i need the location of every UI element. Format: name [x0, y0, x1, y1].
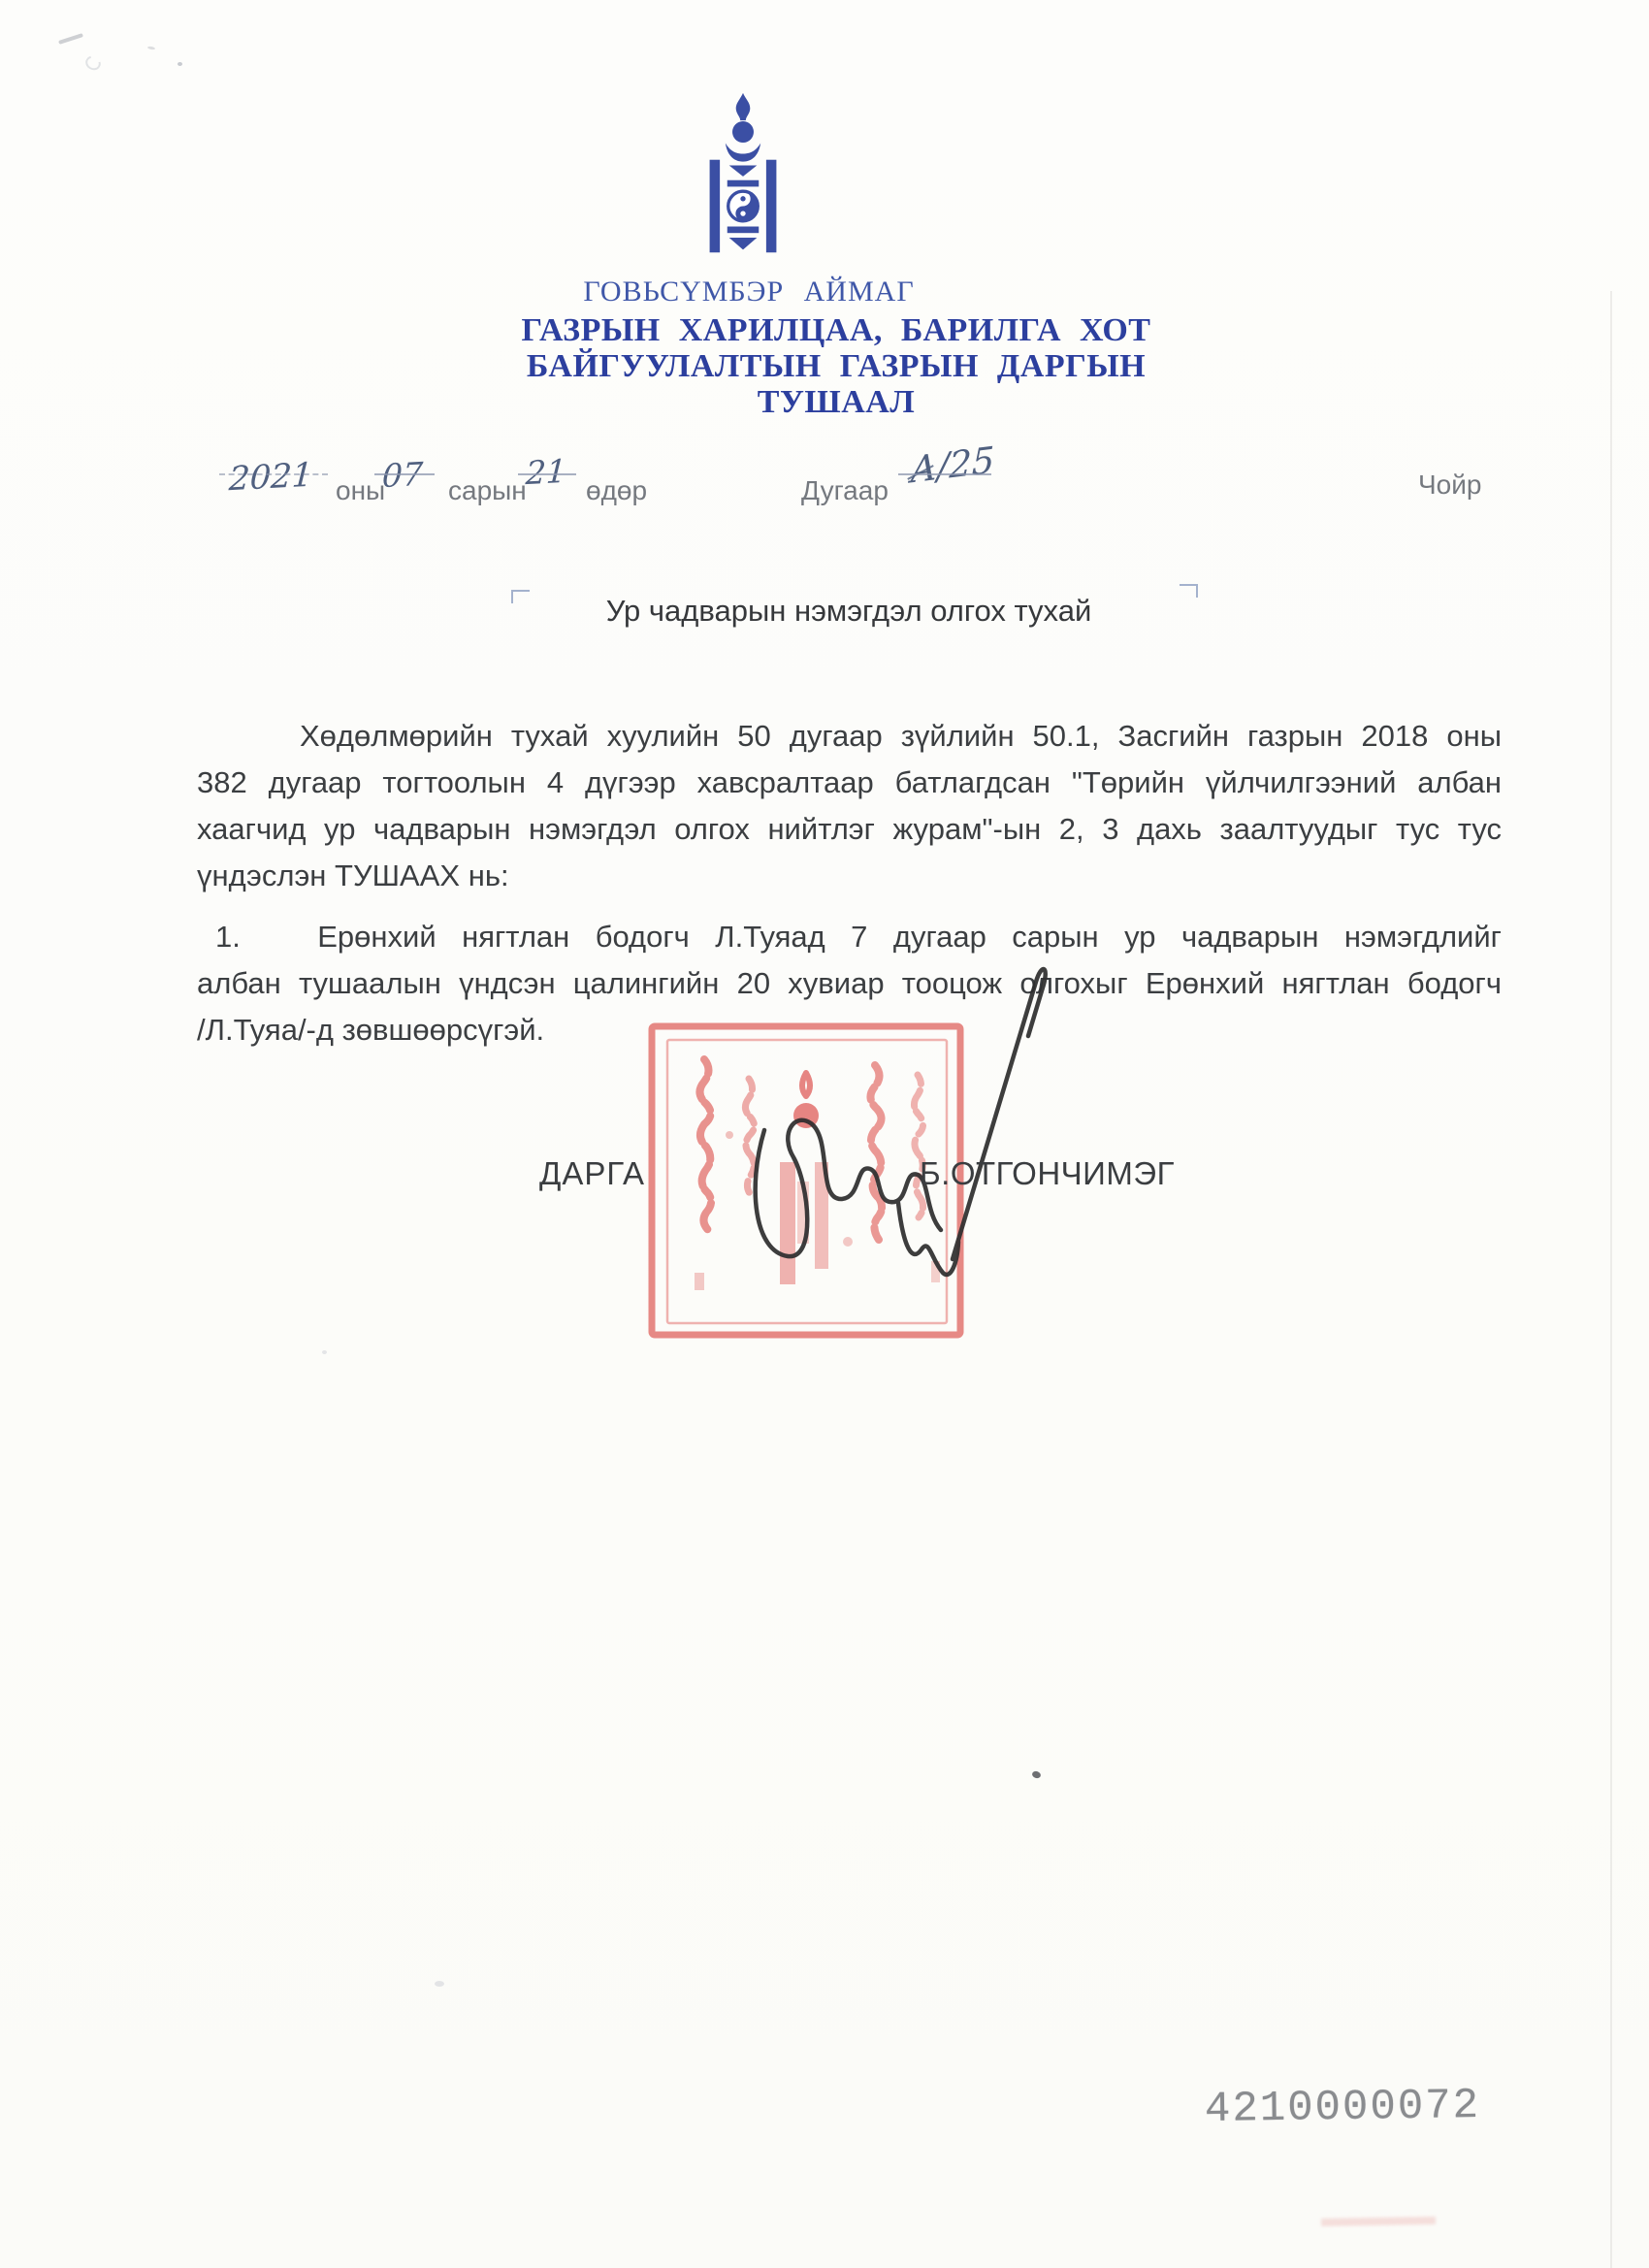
organization-title-line: ТУШААЛ: [757, 384, 916, 420]
organization-title-line: ГАЗРЫН ХАРИЛЦАА, БАРИЛГА ХОТ: [521, 312, 1151, 348]
signer-name: Б.ОТГОНЧИМЭГ: [920, 1155, 1175, 1191]
date-underline: [219, 473, 328, 475]
paragraph-line: Хөдөлмөрийн тухай хуулийн 50 дугаар зүйлийн 50.1, Засгийн газрын 2018 оны: [300, 719, 1502, 753]
date-underline: [898, 473, 991, 475]
date-underline: [518, 473, 576, 475]
document-number-label: Дугаар: [801, 475, 889, 505]
scan-artifact: [83, 53, 104, 73]
region-label: ГОВЬСҮМБЭР АЙМАГ: [583, 275, 915, 308]
scan-artifact: [178, 62, 182, 66]
order-item-line: 1. Ерөнхий нягтлан бодогч Л.Туяад 7 дугаар сарын ур чадварын нэмэгдлийг: [215, 920, 1502, 954]
document-number-handwritten: А/25: [909, 438, 995, 492]
scan-artifact: [1031, 1770, 1042, 1780]
position-label: ДАРГА: [539, 1155, 646, 1191]
month-suffix-label: сарын: [448, 475, 527, 505]
paragraph-line: үндэслэн ТУШААХ нь:: [197, 859, 509, 892]
faint-ink-streak: [1321, 2217, 1436, 2226]
signature-ink: [708, 922, 1125, 1310]
year-suffix-label: оны: [336, 475, 386, 505]
soyombo-emblem-icon: [696, 91, 790, 258]
scan-artifact: [322, 1350, 327, 1354]
scan-edge-line: [1610, 291, 1612, 2268]
year-handwritten: 2021: [228, 455, 314, 500]
date-underline: [374, 473, 435, 475]
place-label: Чойр: [1418, 470, 1482, 500]
organization-title-line: БАЙГУУЛАЛТЫН ГАЗРЫН ДАРГЫН: [526, 348, 1147, 384]
day-handwritten: 21: [525, 451, 567, 493]
day-suffix-label: өдөр: [586, 475, 648, 505]
paragraph-line: 382 дугаар тогтоолын 4 дүгээр хавсралтаар батлагдсан "Төрийн үйлчилгээний албан: [197, 765, 1502, 799]
scan-artifact: [435, 1981, 444, 1987]
document-title: Ур чадварын нэмэгдэл олгох тухай: [605, 594, 1092, 628]
paragraph-line: хаагчид ур чадварын нэмэгдэл олгох нийтлэг журам"-ын 2, 3 дахь заалтуудыг тус тус: [197, 812, 1502, 846]
organization-title: [497, 312, 1176, 420]
registration-number-stamp: 4210000072: [1204, 2082, 1481, 2134]
scan-artifact: [58, 33, 83, 45]
order-item-line: /Л.Туяа/-д зөвшөөрсүгэй.: [197, 1013, 545, 1047]
scan-artifact: [147, 46, 155, 49]
order-item-line: албан тушаалын үндсэн цалингийн 20 хувиар тооцож олгохыг Ерөнхий нягтлан бодогч: [197, 966, 1502, 1000]
month-handwritten: 07: [381, 454, 424, 496]
preamble-paragraph: [197, 713, 1502, 899]
